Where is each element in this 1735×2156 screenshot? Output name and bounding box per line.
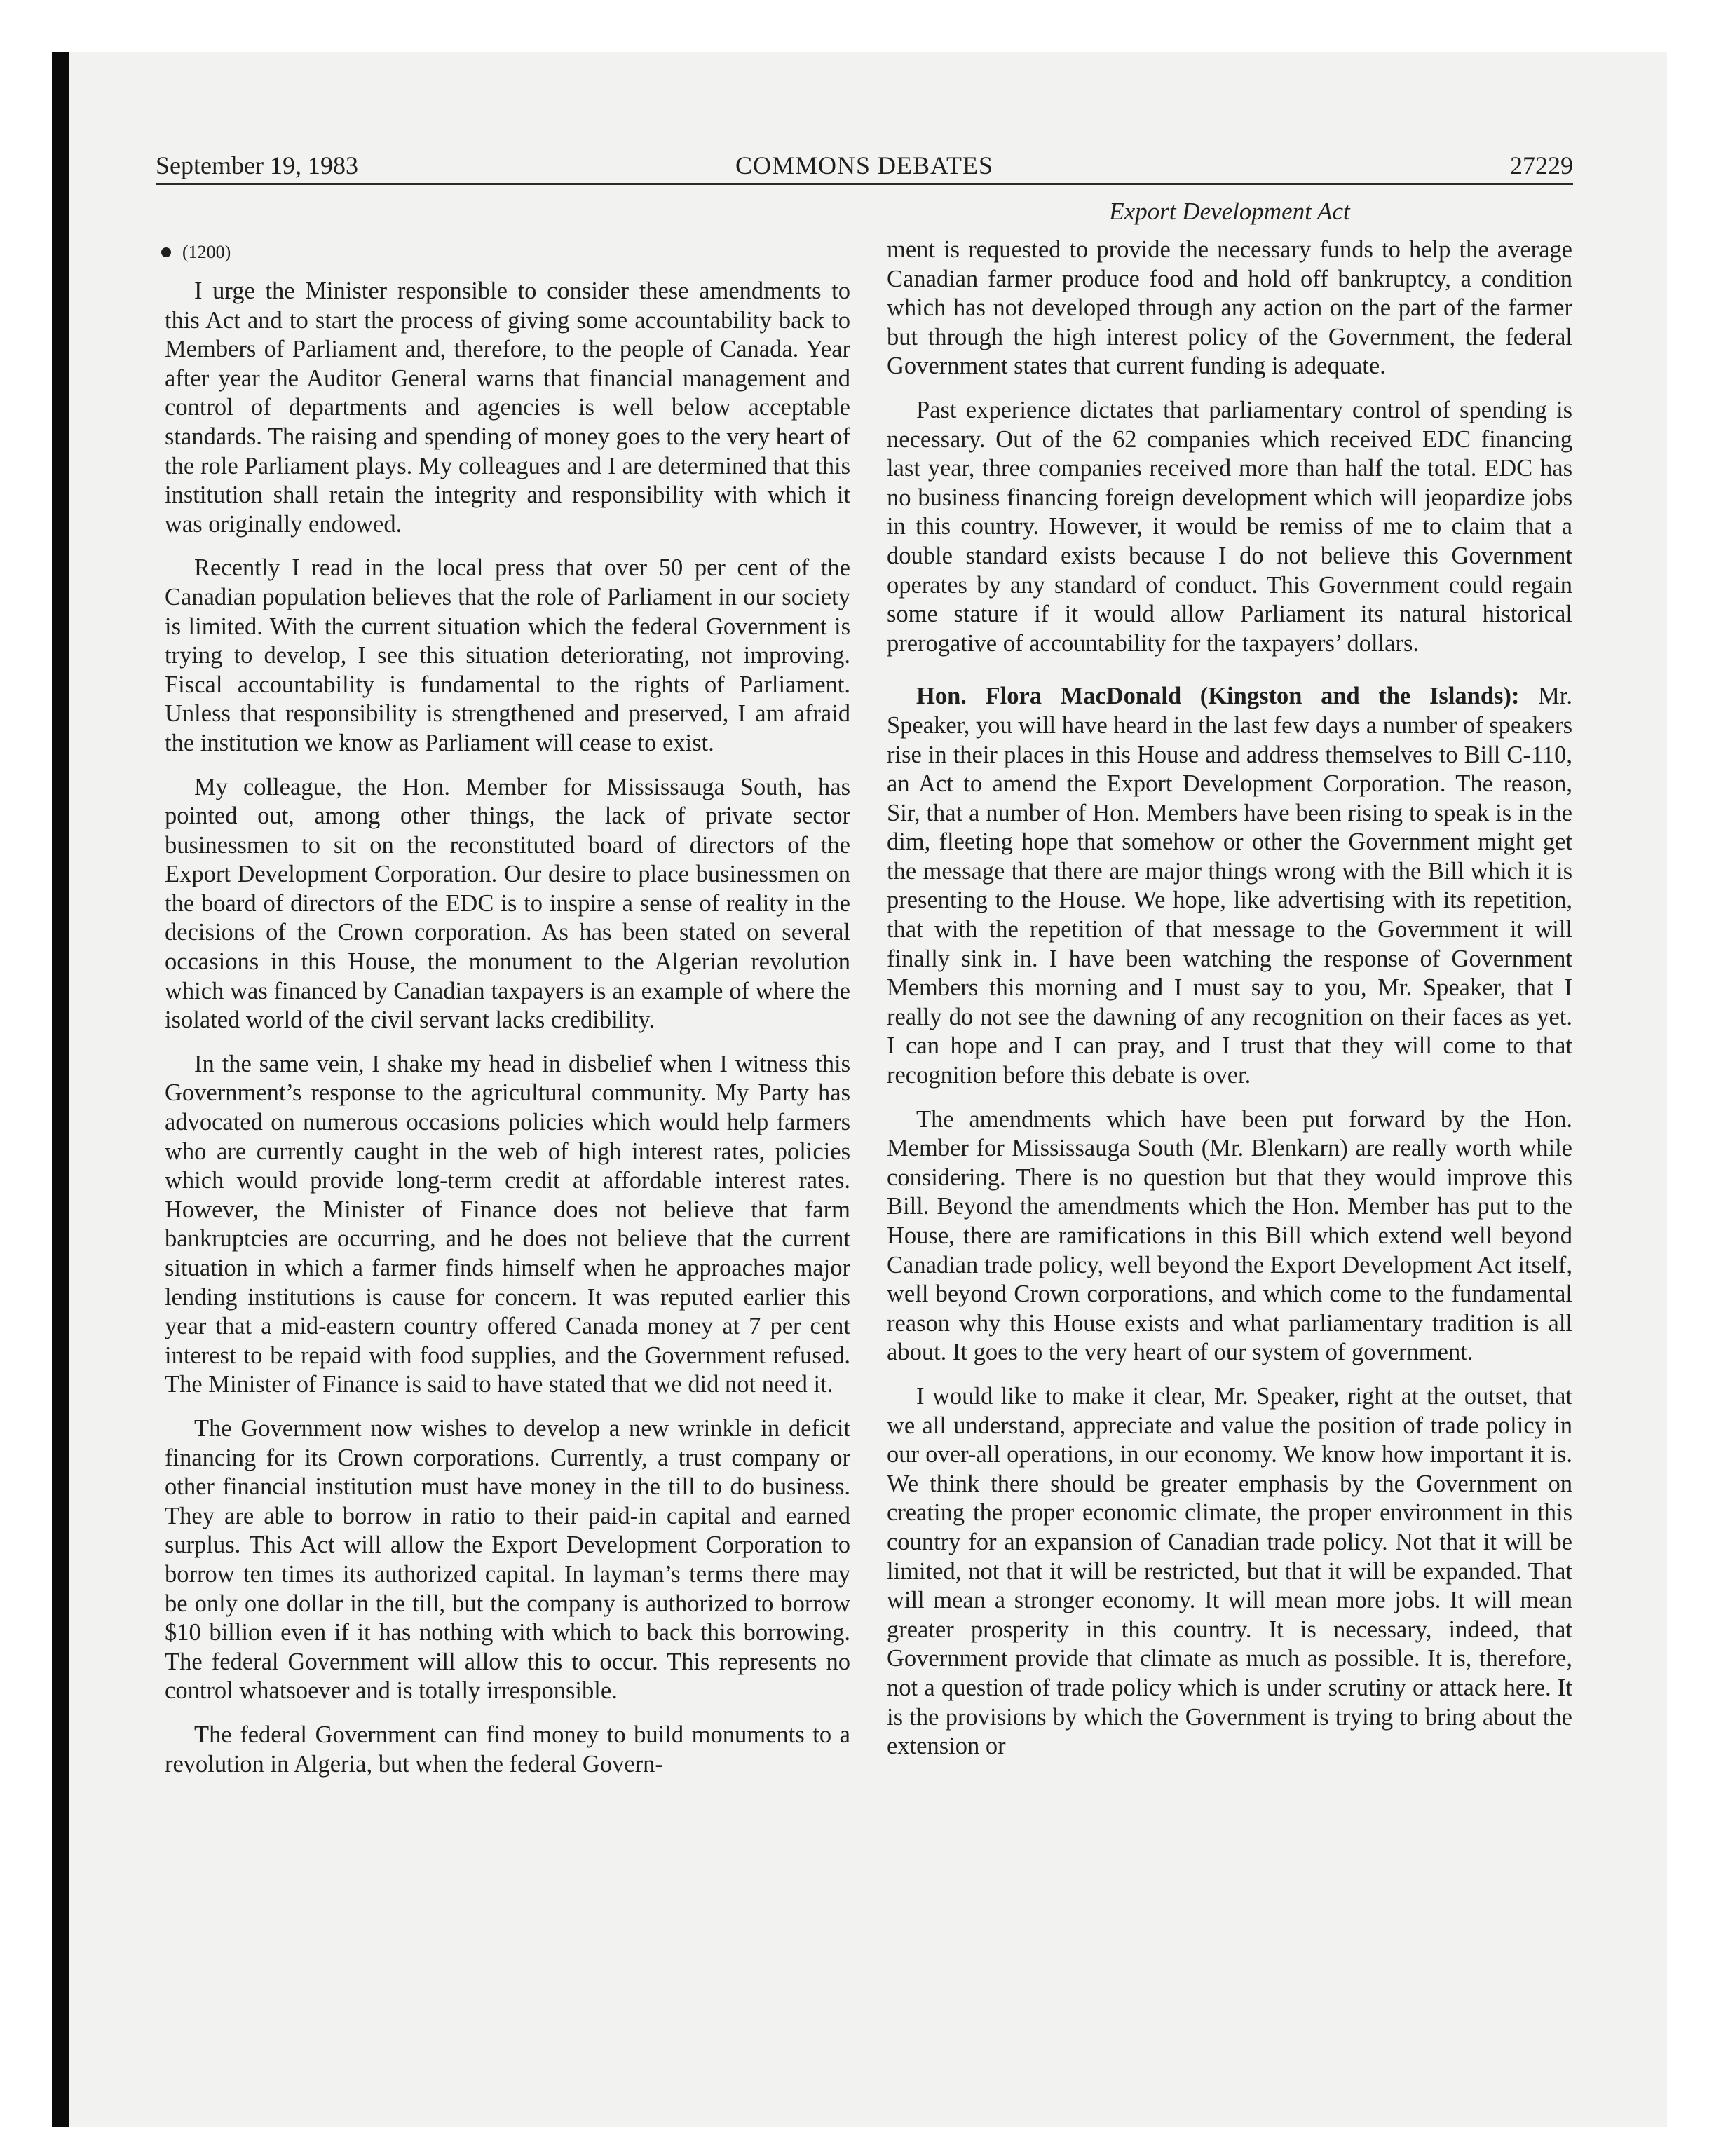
- left-column: [165, 277, 850, 1779]
- running-title: Export Development Act: [1109, 198, 1350, 225]
- paragraph: Recently I read in the local press that over 50 per cent of the Canadian population believes that the role of Parliament in our society is limited. With the current situation which the federal Government is trying to develop, I see this situation deteriorating, not improving. Fiscal accountability is fundamental to the rights of Parliament. Unless that responsibility is strengthened and preserved, I am afraid the institution we know as Parliament will cease to exist.: [165, 554, 850, 756]
- paragraph: The Government now wishes to develop a new wrinkle in deficit financing for its Crown corporations. Currently, a trust company or other financial institution must have money in the till to do business. They are able to borrow in ratio to their paid-in capital and earned surplus. This Act will allow the Export Development Corporation to borrow ten times its authorized capital. In layman’s terms there may be only one dollar in the till, but the company is authorized to borrow $10 billion even if it has nothing with which to back this borrowing. The federal Government will allow this to occur. This represents no control whatsoever and is totally irresponsible.: [165, 1414, 850, 1705]
- page-number: 27229: [1510, 151, 1573, 179]
- paragraph: I urge the Minister responsible to consider these amendments to this Act and to start the process of giving some accountability back to Members of Parliament and, therefore, to the people of Canada. Year after year the Auditor General warns that financial management and control of departments and agencies is well below acceptable standards. The raising and spending of money goes to the very heart of the role Parliament plays. My colleagues and I are determined that this institution shall retain the integrity and responsibility with which it was originally endowed.: [165, 278, 850, 538]
- header-title: COMMONS DEBATES: [735, 151, 994, 179]
- time-marker: [161, 242, 231, 263]
- speaker-name: Hon. Flora MacDonald (Kingston and the Islands):: [916, 683, 1520, 710]
- paragraph: The federal Government can find money to build monuments to a revolution in Algeria, but when the federal Govern-: [165, 1721, 850, 1778]
- page-header: [156, 144, 1573, 185]
- scan-border: [52, 52, 69, 2127]
- paragraph: I would like to make it clear, Mr. Speaker, right at the outset, that we all understand, appreciate and value the position of trade policy in our over-all operations, in our economy. We know how important it is. We think there should be greater emphasis by the Government on creating the proper economic climate, the proper environment in this country for an expansion of Canadian trade policy. Not that it will be limited, not that it will be restricted, but that it will be expanded. That will mean a stronger economy. It will mean more jobs. It will mean greater prosperity in this country. It is necessary, indeed, that Government provide that climate as much as possible. It is, therefore, not a question of trade policy which is under scrutiny or attack here. It is the provisions by which the Government is trying to bring about the extension or: [887, 1382, 1572, 1760]
- paragraph: In the same vein, I shake my head in disbelief when I witness this Government’s response to the agricultural community. My Party has advocated on numerous occasions policies which would help farmers who are currently caught in the web of high interest rates, policies which would provide long-term credit at affordable interest rates. However, the Minister of Finance does not believe that farm bankruptcies are occurring, and he does not believe that the current situation in which a farmer finds himself when he approaches major lending institutions is cause for concern. It was reputed earlier this year that a mid-eastern country offered Canada money at 7 per cent interest to be repaid with food supplies, and the Government refused. The Minister of Finance is said to have stated that we did not need it.: [165, 1050, 850, 1398]
- header-date: September 19, 1983: [156, 151, 358, 179]
- speech-opening: [887, 682, 1572, 1090]
- paragraph: Past experience dictates that parliamentary control of spending is necessary. Out of the 62 companies which received EDC financing last year, three companies received more than half the total. EDC has no business financing foreign development which will jeopardize jobs in this country. However, it would be remiss of me to claim that a double standard exists because I do not believe this Government operates by any standard of conduct. This Government could regain some stature if it would allow Parliament its natural historical prerogative of accountability for the taxpayers’ dollars.: [887, 396, 1572, 657]
- paragraph: The amendments which have been put forward by the Hon. Member for Mississauga South (Mr. Blenkarn) are really worth while considering. There is no question but that they would improve this Bill. Beyond the amendments which the Hon. Member has put to the House, there are ramifications in this Bill which extend well beyond Canadian trade policy, well beyond the Export Development Act itself, well beyond Crown corporations, and which come to the fundamental reason why this House exists and what parliamentary tradition is all about. It goes to the very heart of our system of government.: [887, 1105, 1572, 1366]
- paragraph: My colleague, the Hon. Member for Mississauga South, has pointed out, among other things, the lack of private sector businessmen to sit on the reconstituted board of directors of the Export Development Corporation. Our desire to place businessmen on the board of directors of the EDC is to inspire a sense of reality in the decisions of the Crown corporation. As has been stated on several occasions in this House, the monument to the Algerian revolution which was financed by Canadian taxpayers is an example of where the isolated world of the civil servant lacks credibility.: [165, 773, 850, 1034]
- right-column: [887, 236, 1572, 1761]
- time-marker-text: (1200): [182, 242, 231, 262]
- paragraph-continuation: ment is requested to provide the necessary funds to help the average Canadian farmer produce food and hold off bankruptcy, a condition which has not developed through any action on the part of the farmer but through the high interest policy of the Government, the federal Government states that current funding is adequate.: [887, 236, 1572, 380]
- bullet-icon: [161, 247, 171, 257]
- speech-text: Mr. Speaker, you will have heard in the last few days a number of speakers rise in their places in this House and address themselves to Bill C-110, an Act to amend the Export Development Corporation. The reason, Sir, that a number of Hon. Members have been rising to speak is in the dim, fleeting hope that somehow or other the Government might get the message that there are major things wrong with the Bill which it is presenting to the House. We hope, like advertising with its repetition, that with the repetition of that message to the Government it will finally sink in. I have been watching the response of Government Members this morning and I must say to you, Mr. Speaker, that I really do not see the dawning of any recognition on their faces as yet. I can hope and I can pray, and I trust that they will come to that recognition before this debate is over.: [887, 683, 1572, 1089]
